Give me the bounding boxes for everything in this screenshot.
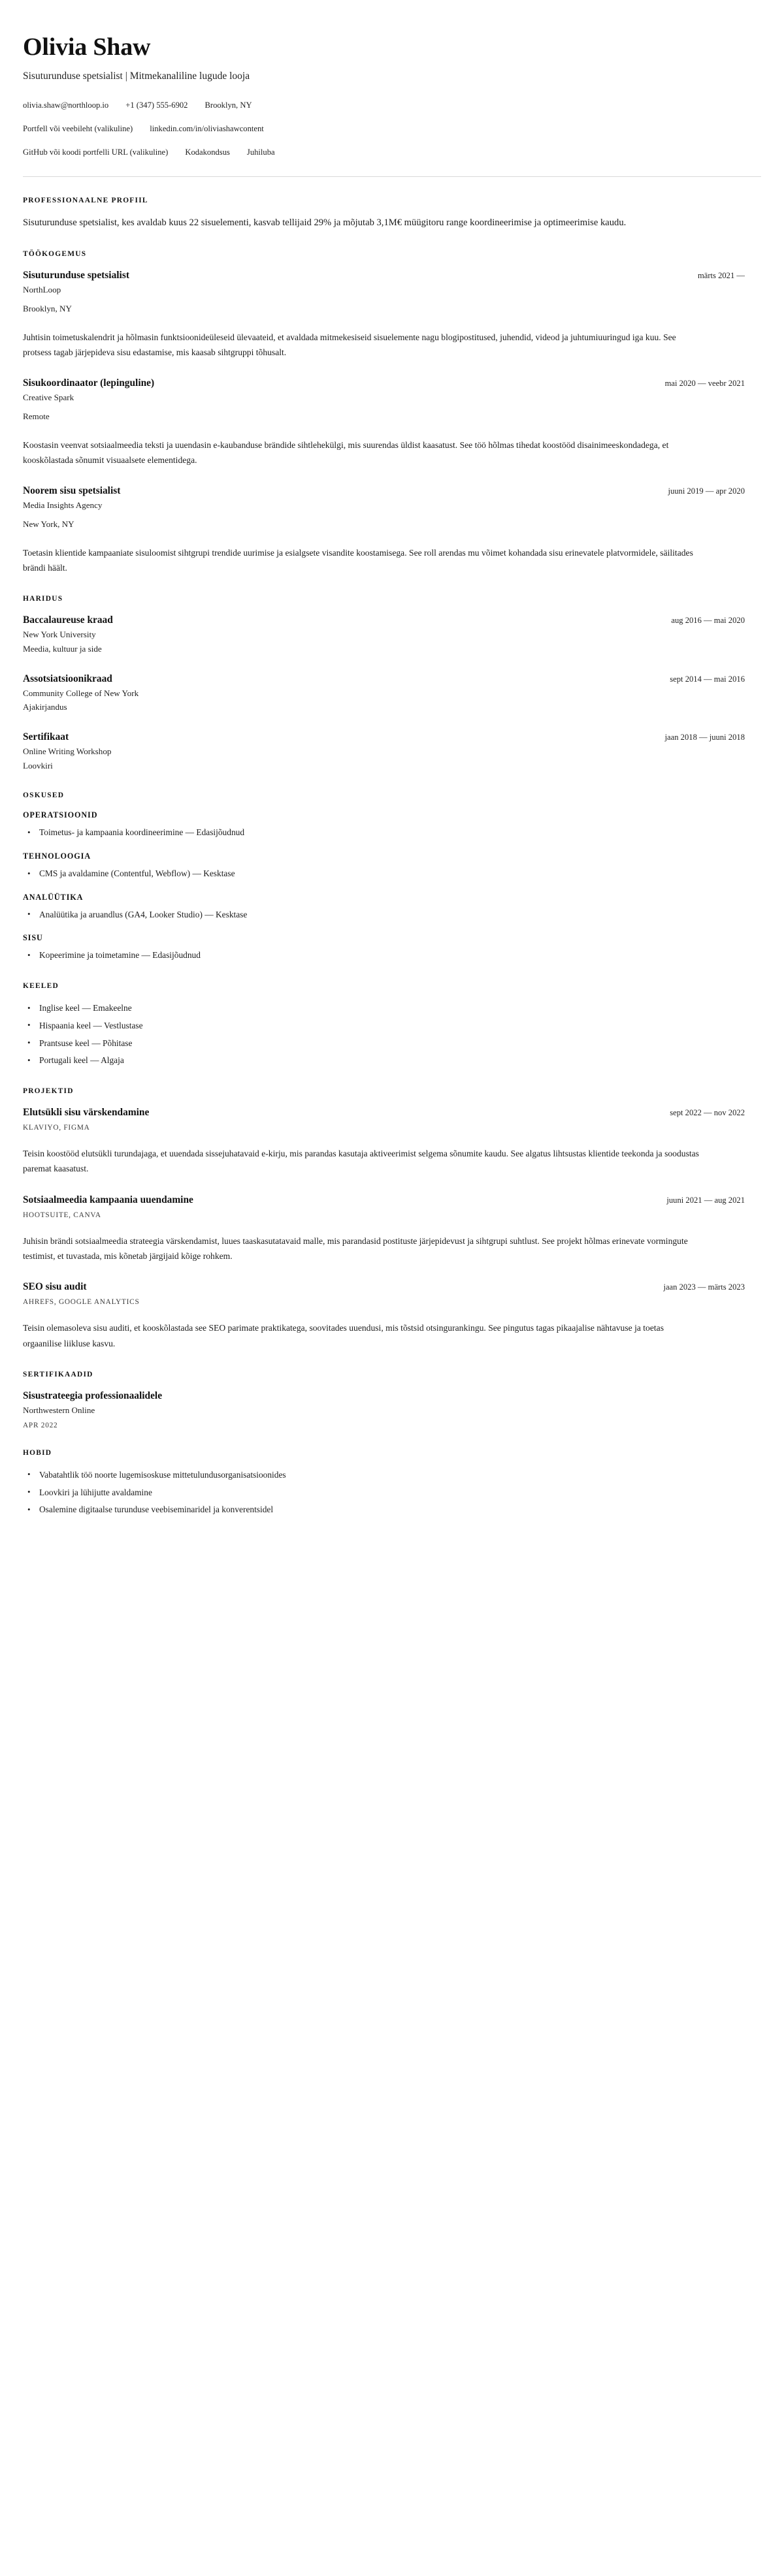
certificate-entry bbox=[23, 1390, 761, 1429]
skill-list bbox=[23, 908, 761, 922]
project-tools: HOOTSUITE, CANVA bbox=[23, 1211, 101, 1219]
project-description: Teisin olemasoleva sisu auditi, et kooskõlastada see SEO parimate praktikatega, soovitades uuendusi, mis tõstsid otsingurankingu. See pingutus tagas pikaajalise nähtavuse ja toetas orgaanilise liikluse kasvu. bbox=[23, 1323, 664, 1348]
certificate-issuer: Northwestern Online bbox=[23, 1405, 95, 1416]
project-entry bbox=[23, 1106, 761, 1177]
education-school: Community College of New York bbox=[23, 688, 139, 698]
skill-group-title: SISU bbox=[23, 933, 43, 943]
project-entry-head bbox=[23, 1106, 761, 1119]
project-tools: KLAVIYO, FIGMA bbox=[23, 1123, 90, 1132]
education-entry bbox=[23, 614, 761, 655]
experience-entry-head bbox=[23, 377, 761, 390]
experience-location: Remote bbox=[23, 411, 50, 421]
contact-row-primary bbox=[23, 99, 761, 112]
project-entry bbox=[23, 1194, 761, 1264]
section-experience bbox=[23, 250, 761, 575]
project-name: Elutsükli sisu värskendamine bbox=[23, 1106, 150, 1118]
experience-entry-head bbox=[23, 269, 761, 282]
skill-item: • Kopeerimine ja toimetamine — Edasijõudnud bbox=[23, 948, 761, 962]
skill-list bbox=[23, 867, 761, 881]
contact-phone[interactable]: +1 (347) 555-6902 bbox=[125, 100, 188, 110]
experience-entry bbox=[23, 485, 761, 575]
education-field: Meedia, kultuur ja side bbox=[23, 644, 102, 654]
education-entry-head bbox=[23, 731, 761, 744]
experience-location: Brooklyn, NY bbox=[23, 303, 72, 313]
education-school: New York University bbox=[23, 629, 96, 640]
education-entry-head bbox=[23, 673, 761, 686]
skill-list bbox=[23, 825, 761, 840]
section-title-skills: OSKUSED bbox=[23, 791, 65, 800]
section-languages bbox=[23, 982, 761, 1068]
skill-group bbox=[23, 851, 761, 881]
resume-header bbox=[23, 34, 761, 177]
experience-entry bbox=[23, 269, 761, 360]
project-entry bbox=[23, 1280, 761, 1351]
experience-entry bbox=[23, 377, 761, 468]
section-certificates bbox=[23, 1371, 761, 1429]
language-item: • Inglise keel — Emakeelne bbox=[23, 1001, 761, 1015]
experience-description: Juhtisin toimetuskalendrit ja hõlmasin funktsioonideüleseid ülevaateid, et avaldada mitmekesiseid sisuelemente nagu blogipostitused, juhendid, videod ja juhtumiuuringud iga kuu. See protsess tagab järjepideva sisu edastamise, mis kaasab sihtgruppi tõhusalt. bbox=[23, 332, 676, 357]
section-title-experience: TÖÖKOGEMUS bbox=[23, 250, 87, 259]
experience-company: Creative Spark bbox=[23, 392, 74, 403]
skill-group-title: TEHNOLOOGIA bbox=[23, 851, 91, 861]
skill-group bbox=[23, 893, 761, 922]
education-degree: Baccalaureuse kraad bbox=[23, 614, 113, 626]
section-profile bbox=[23, 197, 761, 231]
section-title-languages: KEELED bbox=[23, 982, 59, 991]
experience-company: Media Insights Agency bbox=[23, 500, 103, 511]
language-item: • Prantsuse keel — Põhitase bbox=[23, 1036, 761, 1051]
education-entry bbox=[23, 673, 761, 714]
project-date: juuni 2021 — aug 2021 bbox=[666, 1195, 745, 1205]
project-entry-head bbox=[23, 1280, 761, 1294]
project-tools: AHREFS, GOOGLE ANALYTICS bbox=[23, 1298, 140, 1307]
education-school: Online Writing Workshop bbox=[23, 746, 112, 757]
experience-company: NorthLoop bbox=[23, 285, 61, 295]
contact-row-extra bbox=[23, 146, 761, 159]
contact-row-portfolio bbox=[23, 123, 761, 135]
education-date: aug 2016 — mai 2020 bbox=[671, 616, 745, 626]
education-entry bbox=[23, 731, 761, 772]
experience-role: Sisuturunduse spetsialist bbox=[23, 270, 129, 281]
experience-role: Noorem sisu spetsialist bbox=[23, 485, 121, 497]
project-name: SEO sisu audit bbox=[23, 1281, 87, 1293]
section-skills bbox=[23, 791, 761, 962]
project-date: sept 2022 — nov 2022 bbox=[670, 1107, 745, 1117]
language-item: • Portugali keel — Algaja bbox=[23, 1053, 761, 1068]
profile-summary: Sisuturunduse spetsialist, kes avaldab kuus 22 sisuelementi, kasvab tellijaid 29% ja mõjutab 3,1M€ müügitoru range koordineerimise ja optimeerimise kaudu. bbox=[23, 217, 627, 228]
candidate-headline: Sisuturunduse spetsialist | Mitmekanaliline lugude looja bbox=[23, 71, 250, 82]
hobby-list bbox=[23, 1468, 761, 1517]
education-field: Ajakirjandus bbox=[23, 702, 67, 712]
contact-location: Brooklyn, NY bbox=[204, 100, 252, 110]
section-title-education: HARIDUS bbox=[23, 595, 63, 603]
skill-group bbox=[23, 810, 761, 840]
section-title-projects: PROJEKTID bbox=[23, 1087, 74, 1095]
skill-list bbox=[23, 948, 761, 962]
experience-date: juuni 2019 — apr 2020 bbox=[668, 486, 745, 496]
hobby-item: • Osalemine digitaalse turunduse veebiseminaridel ja konverentsidel bbox=[23, 1503, 761, 1517]
project-date: jaan 2023 — märts 2023 bbox=[663, 1282, 745, 1292]
experience-location: New York, NY bbox=[23, 519, 74, 530]
experience-role: Sisukoordinaator (lepinguline) bbox=[23, 377, 155, 389]
contact-portfolio-label: Portfell või veebileht (valikuline) bbox=[23, 123, 133, 133]
contact-github-label: GitHub või koodi portfelli URL (valikuline) bbox=[23, 147, 169, 157]
section-projects bbox=[23, 1087, 761, 1351]
skill-group-title: ANALÜÜTIKA bbox=[23, 892, 84, 902]
contact-citizenship-label: Kodakondsus bbox=[185, 147, 230, 157]
project-description: Juhisin brändi sotsiaalmeedia strateegia värskendamist, luues taaskasutatavaid malle, mis parandasid postituste järjepidevust ja sihtgrupi suhtlust. See projekt hõlmas erinevate vormingute testimist, et tuvastada, mis kõnetab järgijaid kõige rohkem. bbox=[23, 1235, 688, 1262]
education-date: sept 2014 — mai 2016 bbox=[670, 674, 745, 684]
education-date: jaan 2018 — juuni 2018 bbox=[664, 733, 745, 742]
experience-date: mai 2020 — veebr 2021 bbox=[664, 379, 745, 389]
skill-item: • CMS ja avaldamine (Contentful, Webflow) — Kesktase bbox=[23, 867, 761, 881]
section-education bbox=[23, 595, 761, 772]
project-entry-head bbox=[23, 1194, 761, 1207]
section-title-certificates: SERTIFIKAADID bbox=[23, 1371, 93, 1379]
language-item: • Hispaania keel — Vestlustase bbox=[23, 1019, 761, 1033]
language-list bbox=[23, 1001, 761, 1068]
section-hobbies bbox=[23, 1449, 761, 1517]
education-degree: Assotsiatsioonikraad bbox=[23, 673, 112, 684]
project-description: Teisin koostööd elutsükli turundajaga, et uuendada sissejuhatavaid e-kirju, mis parandas kasutaja aktiveerimist selgema sõnumite kaudu. See algatus lihtsustas klientide teekonda ja soodustas paremat kaasatust. bbox=[23, 1148, 699, 1174]
skill-item: • Toimetus- ja kampaania koordineerimine — Edasijõudnud bbox=[23, 825, 761, 840]
section-title-hobbies: HOBID bbox=[23, 1448, 52, 1457]
skill-group bbox=[23, 933, 761, 962]
experience-entry-head bbox=[23, 485, 761, 498]
contact-linkedin[interactable]: linkedin.com/in/oliviashawcontent bbox=[150, 123, 264, 133]
skill-item: • Analüütika ja aruandlus (GA4, Looker Studio) — Kesktase bbox=[23, 908, 761, 922]
experience-description: Toetasin klientide kampaaniate sisuloomist sihtgrupi trendide uurimise ja esialgsete visandite koostamisega. See roll arendas mu võimet kohandada sisu erinevatele platvormidele, säilitades brändi häält. bbox=[23, 547, 693, 573]
project-name: Sotsiaalmeedia kampaania uuendamine bbox=[23, 1194, 193, 1205]
section-title-profile: PROFESSIONAALNE PROFIIL bbox=[23, 196, 148, 204]
education-degree: Sertifikaat bbox=[23, 731, 69, 742]
candidate-name: Olivia Shaw bbox=[23, 33, 151, 61]
experience-date: märts 2021 — bbox=[697, 271, 745, 281]
education-field: Loovkiri bbox=[23, 760, 53, 771]
hobby-item: • Loovkiri ja lühijutte avaldamine bbox=[23, 1486, 761, 1500]
skill-group-title: OPERATSIOONID bbox=[23, 810, 98, 820]
hobby-item: • Vabatahtlik töö noorte lugemisoskuse mittetulundusorganisatsioonides bbox=[23, 1468, 761, 1482]
contact-driving-licence-label: Juhiluba bbox=[246, 147, 275, 157]
certificate-date: APR 2022 bbox=[23, 1421, 58, 1429]
header-divider bbox=[23, 176, 761, 177]
certificate-name: Sisustrateegia professionaalidele bbox=[23, 1390, 163, 1402]
education-entry-head bbox=[23, 614, 761, 627]
contact-email[interactable]: olivia.shaw@northloop.io bbox=[23, 100, 109, 110]
experience-description: Koostasin veenvat sotsiaalmeedia teksti ja uuendasin e-kaubanduse brändide sihtlehekülgi, mis suurendas üldist kaasatust. See töö hõlmas tihedat koostööd disainimeeskondadega, et kooskõlastada sõnumit visuaalsete elementidega. bbox=[23, 439, 669, 465]
